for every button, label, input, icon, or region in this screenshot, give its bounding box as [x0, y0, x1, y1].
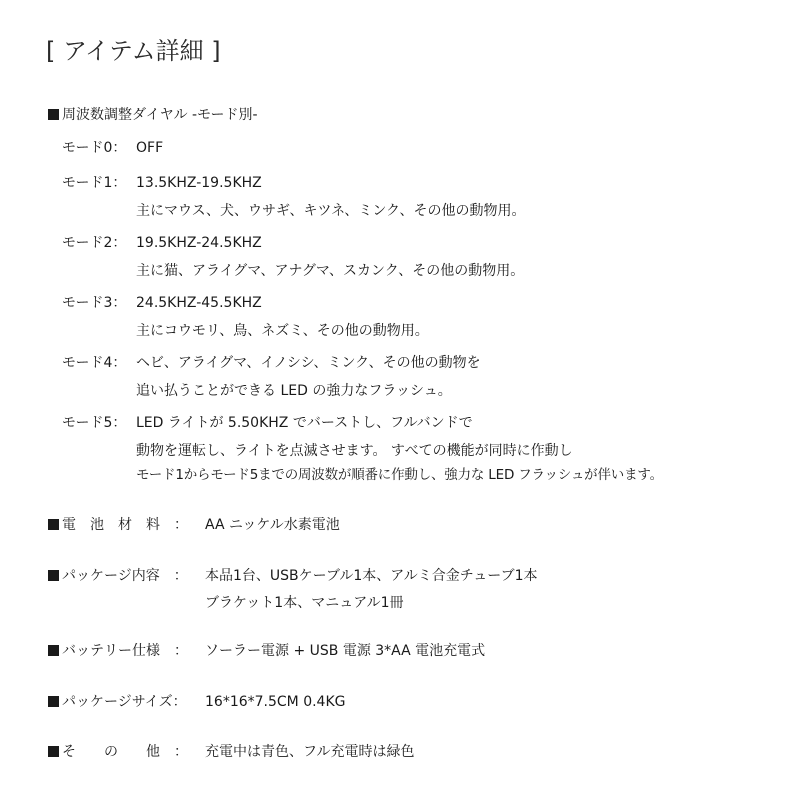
spec-other-label [48, 743, 188, 761]
mode-2-line-1: 19.5KHZ-24.5KHZ [136, 235, 262, 251]
mode-5-label: モード5： [62, 415, 127, 431]
spec-package-contents-value-1: 本品1台、USBケーブル1本、アルミ合金チューブ1本 [205, 568, 538, 584]
mode-0-label: モード0： [62, 140, 127, 156]
freq-heading-text: 周波数調整ダイヤル -モード別- [62, 107, 258, 123]
mode-5-line-1: LED ライトが 5.50KHZ でバーストし、フルバンドで [136, 415, 473, 431]
mode-3-label: モード3： [62, 295, 127, 311]
spec-battery-spec-label [48, 642, 188, 660]
spec-label-text: パッケージサイズ： [62, 694, 187, 710]
mode-5-line-2: 動物を運転し、ライトを点滅させます。 すべての機能が同時に作動し [136, 443, 573, 459]
square-bullet-icon [48, 109, 59, 120]
spec-package-contents-value-2: ブラケット1本、マニュアル1冊 [205, 595, 404, 611]
square-bullet-icon [48, 746, 59, 757]
spec-label-text: そ の 他 ： [62, 744, 188, 760]
square-bullet-icon [48, 645, 59, 656]
mode-2-label: モード2： [62, 235, 127, 251]
page-title: [ アイテム詳細 ] [46, 37, 221, 65]
mode-4-line-2: 追い払うことができる LED の強力なフラッシュ。 [136, 383, 452, 399]
mode-5-line-3: モード1からモード5までの周波数が順番に作動し、強力な LED フラッシュが伴います。 [136, 467, 663, 483]
spec-label-text: 電 池 材 料 ： [62, 517, 188, 533]
mode-4-line-1: ヘビ、アライグマ、イノシシ、ミンク、その他の動物を [136, 355, 481, 371]
spec-package-contents-label [48, 567, 188, 585]
spec-battery-material-label [48, 516, 188, 534]
mode-0-line-1: OFF [136, 140, 164, 156]
square-bullet-icon [48, 519, 59, 530]
mode-1-label: モード1： [62, 175, 127, 191]
spec-package-size-value: 16*16*7.5CM 0.4KG [205, 694, 346, 710]
spec-label-text: パッケージ内容 ： [62, 568, 188, 584]
mode-1-line-1: 13.5KHZ-19.5KHZ [136, 175, 262, 191]
spec-battery-spec-value: ソーラー電源 + USB 電源 3*AA 電池充電式 [205, 643, 486, 659]
spec-battery-material-value: AA ニッケル水素電池 [205, 517, 340, 533]
mode-3-line-2: 主にコウモリ、鳥、ネズミ、その他の動物用。 [136, 323, 429, 339]
spec-label-text: バッテリー仕様 ： [62, 643, 188, 659]
mode-2-line-2: 主に猫、アライグマ、アナグマ、スカンク、その他の動物用。 [136, 263, 525, 279]
square-bullet-icon [48, 696, 59, 707]
mode-4-label: モード4： [62, 355, 127, 371]
square-bullet-icon [48, 570, 59, 581]
spec-other-value: 充電中は青色、フル充電時は緑色 [205, 744, 415, 760]
spec-package-size-label [48, 693, 187, 711]
mode-3-line-1: 24.5KHZ-45.5KHZ [136, 295, 262, 311]
freq-section-heading [48, 106, 258, 124]
mode-1-line-2: 主にマウス、犬、ウサギ、キツネ、ミンク、その他の動物用。 [136, 203, 526, 219]
